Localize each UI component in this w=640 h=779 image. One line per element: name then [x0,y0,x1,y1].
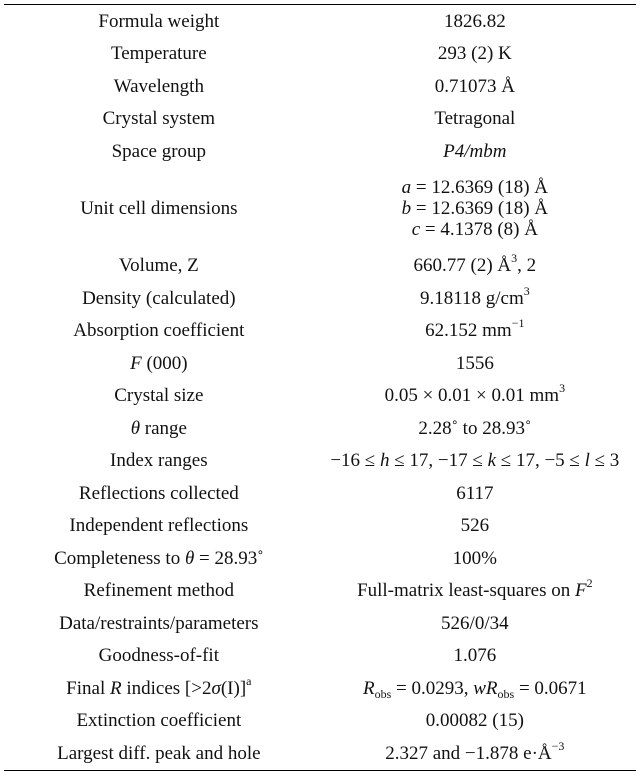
row-value: 1556 [455,352,494,374]
value-text: = 0.0671 [514,677,587,699]
table-row [4,70,636,103]
value-text: −16 ≤ [330,450,380,472]
row-label [4,347,314,380]
row-value [314,315,636,348]
row-label: Wavelength [113,75,204,97]
crystal-data-table [4,4,636,771]
value-text: 0.05 × 0.01 × 0.01 mm [384,385,560,407]
superscript: −1 [511,316,525,331]
value-text: ≤ 17, −5 ≤ [496,450,585,472]
table-row [4,347,636,380]
value-text: 62.152 mm [425,320,512,342]
table-row [4,672,636,705]
label-text: range [140,417,187,439]
table-row [4,445,636,478]
row-value: 2.28˚ to 28.93˚ [418,417,532,439]
table-row [4,5,636,38]
table-row [4,38,636,71]
value-text: , 2 [517,255,537,277]
row-label: Density (calculated) [82,287,236,309]
row-value: 6117 [456,482,494,504]
table-row [4,510,636,543]
row-label: Extinction coefficient [76,710,242,732]
row-value [314,737,636,770]
row-label: Independent reflections [69,515,249,537]
table-row [4,477,636,510]
superscript: 3 [559,381,566,396]
row-label: Space group [111,140,207,162]
row-value: P4/mbm [443,140,507,162]
value-italic: wR [473,677,498,699]
row-label: Reflections collected [78,482,239,504]
label-text: = 28.93˚ [194,547,264,569]
index-symbol: h [380,450,390,472]
param-symbol: c [411,219,421,241]
row-value [314,282,636,315]
row-value: 526/0/34 [441,612,509,634]
row-value: 1826.82 [443,10,506,32]
value-text: ≤ 17, −17 ≤ [389,450,488,472]
table-row [4,705,636,738]
param-value: = 12.6369 (18) Å [411,176,548,198]
index-symbol: k [487,450,497,472]
table-row [4,315,636,348]
row-value [314,672,636,705]
label-text: Final [66,677,110,699]
value-text: = 0.0293, [391,677,474,699]
label-text: Completeness to [54,547,185,569]
label-italic: F [130,352,142,374]
label-text: indices [>2 [121,677,212,699]
row-value: 100% [452,547,497,569]
row-value: Tetragonal [434,108,516,130]
label-italic: σ [211,677,221,699]
superscript: −3 [551,739,565,754]
param-symbol: b [401,198,412,220]
value-italic: R [363,677,375,699]
value-text: 660.77 (2) Å [413,255,512,277]
row-label: Goodness-of-fit [98,645,219,667]
table-row [4,575,636,608]
table-row [4,412,636,445]
value-text: 9.18118 g/cm [419,287,524,309]
row-label: Absorption coefficient [73,320,245,342]
table-row [4,737,636,770]
table-row [4,380,636,413]
index-symbol: l [584,450,590,472]
cell-b [318,198,632,219]
value-italic: F [575,580,587,602]
table-row [4,542,636,575]
value-text: 2.327 and −1.878 e·Å [385,743,552,765]
row-label: Temperature [110,43,207,65]
row-value [314,168,636,250]
label-italic: R [109,677,122,699]
row-label: Crystal system [102,108,216,130]
row-value: 1.076 [453,645,497,667]
row-value [314,250,636,283]
row-label: Formula weight [98,10,220,32]
superscript: 2 [586,576,593,591]
table-row [4,168,636,250]
row-value: 526 [460,515,490,537]
row-label: Crystal size [114,385,204,407]
label-text: (000) [141,352,188,374]
label-italic: θ [184,547,195,569]
table-row [4,607,636,640]
param-symbol: a [401,176,412,198]
value-text: ≤ 3 [589,450,620,472]
row-value: 0.71073 Å [434,75,515,97]
row-value [314,575,636,608]
table-row [4,282,636,315]
superscript: 3 [523,283,530,298]
label-italic: θ [130,417,141,439]
subscript: obs [497,686,515,701]
row-value [314,380,636,413]
table-row [4,135,636,168]
table-row [4,640,636,673]
param-value: = 4.1378 (8) Å [420,219,538,241]
row-label: Refinement method [83,580,235,602]
table-row [4,250,636,283]
row-value: 293 (2) K [437,43,512,65]
superscript: 3 [511,251,518,266]
row-label: Data/restraints/parameters [59,612,259,634]
cell-c [318,219,632,240]
row-label [4,412,314,445]
table [4,5,636,770]
value-text: Full-matrix least-squares on [357,580,575,602]
row-label: Volume, Z [118,255,199,277]
row-label [4,542,314,575]
row-label: Index ranges [110,450,208,472]
row-value [314,445,636,478]
subscript: obs [374,686,392,701]
param-value: = 12.6369 (18) Å [411,198,548,220]
footnote-marker: a [246,673,252,688]
row-label: Largest diff. peak and hole [57,743,261,765]
cell-a [318,177,632,198]
row-label: Unit cell dimensions [80,198,238,220]
label-text: (I)] [220,677,247,699]
row-label [4,672,314,705]
row-value: 0.00082 (15) [425,710,524,732]
table-row [4,103,636,136]
